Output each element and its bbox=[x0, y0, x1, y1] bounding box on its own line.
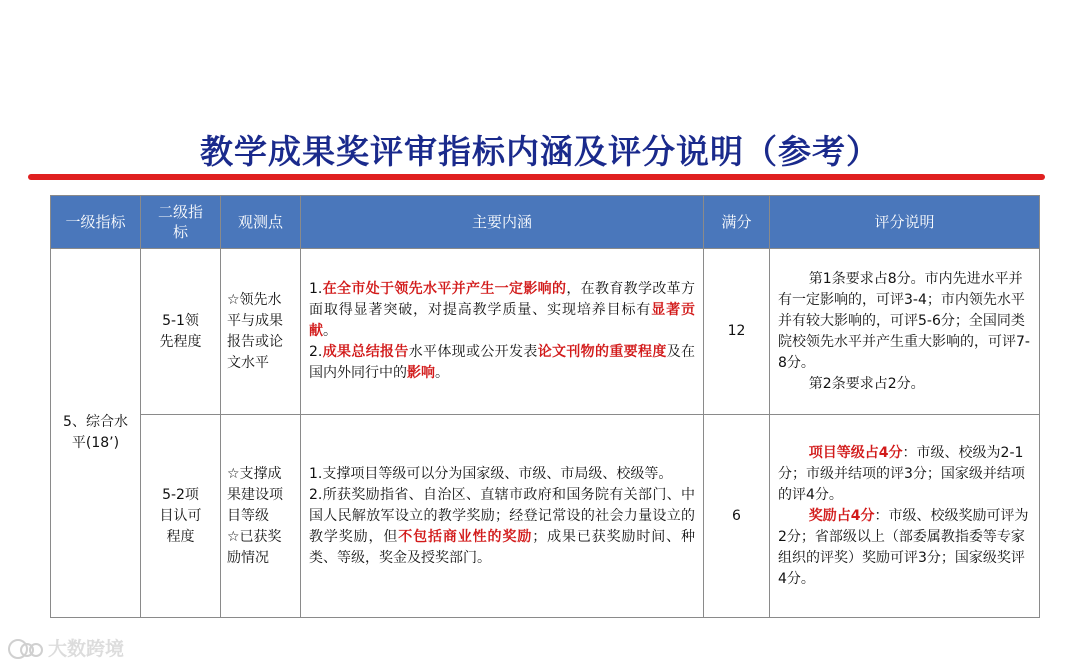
paragraph bbox=[778, 506, 1031, 590]
highlighted-text: 奖励占4分 bbox=[808, 507, 875, 524]
text-run: 1. bbox=[309, 281, 323, 297]
highlighted-text: 成果总结报告 bbox=[322, 344, 409, 360]
text-run: 1.支撑项目等级可以分为国家级、市级、市局级、校级等。 bbox=[309, 465, 673, 482]
text-run: 2.所获奖励指省、自治区、直辖市政府和国务院有关部门、中国人民解放军设立的教学奖励；经登记常设的社会力量设立的教学奖励，但 bbox=[309, 486, 695, 545]
watermark-text: 大数跨境 bbox=[48, 638, 125, 660]
text-run: 及在国内外同行中的 bbox=[309, 344, 696, 381]
col-header-scoring: 评分说明 bbox=[770, 196, 1040, 249]
text-run: 。 bbox=[435, 365, 449, 381]
table-row bbox=[51, 415, 1040, 618]
level2-cell: 5-2项目认可程度 bbox=[141, 415, 221, 618]
content-cell bbox=[301, 415, 704, 618]
paragraph bbox=[309, 279, 695, 342]
text-run: 。 bbox=[323, 323, 337, 339]
paragraph bbox=[778, 443, 1031, 506]
highlighted-text: 影响 bbox=[407, 365, 435, 381]
paragraph bbox=[778, 269, 1031, 374]
text-run: 水平体现或公开发表 bbox=[408, 344, 538, 360]
highlighted-text: 论文刊物的重要程度 bbox=[537, 344, 667, 360]
indicator-table bbox=[50, 195, 1040, 618]
watermark bbox=[8, 634, 124, 661]
observation-item: ☆已获奖励情况 bbox=[227, 528, 282, 566]
highlighted-text: 项目等级占4分 bbox=[808, 444, 903, 461]
observation-item: ☆支撑成果建设项目等级 bbox=[227, 465, 283, 524]
text-run: 第2条要求占2分。 bbox=[808, 375, 925, 392]
level1-cell: 5、综合水平(18’) bbox=[51, 249, 141, 618]
page-title: 教学成果奖评审指标内涵及评分说明（参考） bbox=[200, 132, 880, 171]
text-run: 2. bbox=[309, 344, 323, 360]
observation-cell bbox=[221, 249, 301, 415]
level2-cell: 5-1领先程度 bbox=[141, 249, 221, 415]
text-run: ：市级、校级为2-1分；市级并结项的评3分；国家级并结项的评4分。 bbox=[778, 444, 1025, 503]
observation-cell bbox=[221, 415, 301, 618]
scoring-cell bbox=[770, 415, 1040, 618]
max-score-cell: 12 bbox=[704, 249, 770, 415]
col-header-level1: 一级指标 bbox=[51, 196, 141, 249]
table-header-row bbox=[51, 196, 1040, 249]
content-cell bbox=[301, 249, 704, 415]
text-run: 第1条要求占8分。市内先进水平并有一定影响的，可评3-4；市内领先水平并有较大影响的，可评5-6分；全国同类院校领先水平并产生重大影响的，可评7-8分。 bbox=[778, 270, 1030, 371]
observation-item: ☆领先水平与成果报告或论文水平 bbox=[227, 291, 283, 371]
table-row bbox=[51, 249, 1040, 415]
text-run: ，在教育教学改革方面取得显著突破，对提高教学质量、实现培养目标有 bbox=[309, 281, 696, 318]
max-score-cell: 6 bbox=[704, 415, 770, 618]
col-header-content: 主要内涵 bbox=[301, 196, 704, 249]
highlighted-text: 不包括商业性的奖励 bbox=[398, 528, 533, 545]
col-header-level2: 二级指标 bbox=[141, 196, 221, 249]
paragraph bbox=[309, 485, 695, 569]
highlighted-text: 在全市处于领先水平并产生一定影响的 bbox=[322, 281, 567, 297]
col-header-max-score: 满分 bbox=[704, 196, 770, 249]
paragraph bbox=[778, 374, 1031, 395]
brand-logo-icon bbox=[8, 637, 42, 659]
text-run: ；成果已获奖励时间、种类、等级，奖金及授奖部门。 bbox=[309, 528, 696, 566]
scoring-cell bbox=[770, 249, 1040, 415]
text-run: ：市级、校级奖励可评为2分；省部级以上（部委属教指委等专家组织的评奖）奖励可评3分；国家级奖评4分。 bbox=[778, 507, 1029, 587]
col-header-observation: 观测点 bbox=[221, 196, 301, 249]
paragraph bbox=[309, 342, 695, 384]
highlighted-text: 显著贡献 bbox=[309, 302, 696, 339]
title-underline bbox=[28, 174, 1045, 180]
paragraph bbox=[309, 464, 695, 485]
